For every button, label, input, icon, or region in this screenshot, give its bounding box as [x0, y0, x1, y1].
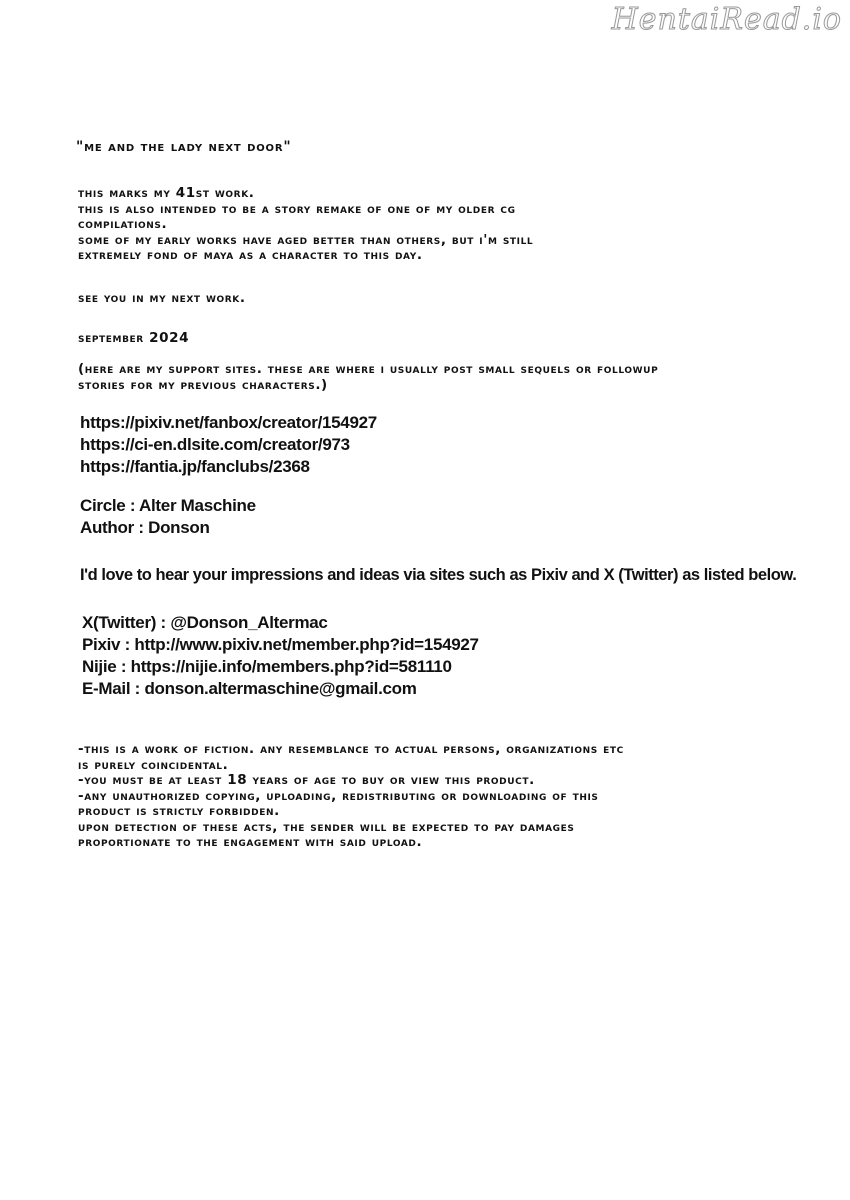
credits [80, 495, 256, 539]
circle-credit: Circle : Alter Maschine [80, 496, 256, 515]
date-text [78, 331, 189, 347]
watermark-logo: HentaiRead.io [611, 2, 842, 37]
disclaimer-line: is purely coincidental. [78, 756, 229, 773]
disclaimer [78, 742, 624, 851]
support-link-fanbox: https://pixiv.net/fanbox/creator/154927 [80, 413, 377, 432]
disclaimer-line: -you must be at least 18 years of age to buy or view this product. [78, 772, 535, 788]
intro-line: some of my early works have aged better than others, but i'm still [78, 231, 534, 248]
contacts [82, 612, 479, 700]
support-link-ci-en: https://ci-en.dlsite.com/creator/973 [80, 435, 350, 454]
support-link-fantia: https://fantia.jp/fanclubs/2368 [80, 457, 310, 476]
date-line: september 2024 [78, 330, 190, 346]
disclaimer-line: -any unauthorized copying, uploading, redistributing or downloading of this [78, 787, 599, 804]
impressions-text [80, 564, 796, 586]
intro-line: this is also intended to be a story remake of one of my older cg [78, 200, 516, 217]
intro-paragraph [78, 186, 533, 264]
contact-email: E-Mail : donson.altermaschine@gmail.com [82, 679, 417, 698]
disclaimer-line: -this is a work of fiction. any resemblance to actual persons, organizations etc [78, 741, 624, 757]
support-note-line: stories for my previous characters.) [78, 376, 328, 393]
author-credit: Author : Donson [80, 518, 210, 537]
disclaimer-line: product is strictly forbidden. [78, 803, 280, 819]
page-title: "me and the lady next door" [76, 139, 292, 155]
see-you-line: see you in my next work. [78, 290, 246, 306]
contact-nijie: Nijie : https://nijie.info/members.php?id=581110 [82, 657, 452, 676]
intro-line: extremely fond of maya as a character to this day. [78, 247, 423, 263]
intro-line: compilations. [78, 216, 168, 232]
impressions-line: I'd love to hear your impressions and ideas via sites such as Pixiv and X (Twitter) as listed below. [80, 566, 797, 584]
intro-line: this marks my 41st work. [78, 185, 255, 201]
support-note [78, 362, 658, 393]
support-note-line: (here are my support sites. these are where i usually post small sequels or followup [78, 361, 659, 377]
contact-twitter: X(Twitter) : @Donson_Altermac [82, 613, 328, 632]
disclaimer-line: proportionate to the engagement with said upload. [78, 834, 423, 850]
contact-pixiv: Pixiv : http://www.pixiv.net/member.php?id=154927 [82, 635, 479, 654]
see-you-text [78, 291, 246, 307]
disclaimer-line: upon detection of these acts, the sender will be expected to pay damages [78, 818, 575, 835]
support-links [80, 412, 377, 478]
